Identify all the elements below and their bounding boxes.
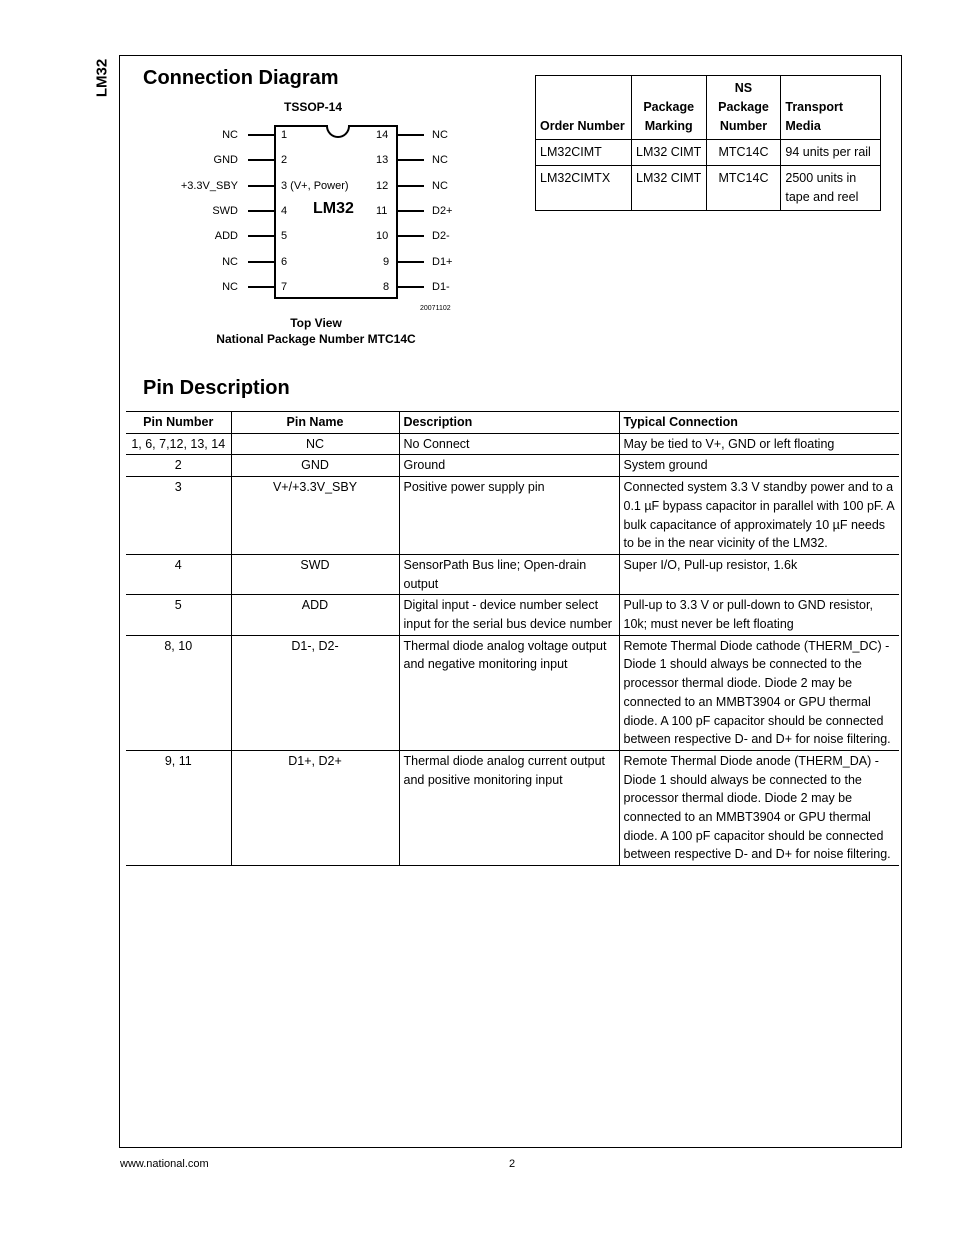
pin-label: NC — [432, 129, 448, 141]
pin-header-cell: Pin Name — [231, 412, 399, 434]
pin-label: D1- — [432, 281, 450, 293]
order-header-cell: Package Marking — [631, 76, 706, 140]
pin-name-cell: NC — [231, 433, 399, 455]
pin-description-cell: Digital input - device number select input for the serial bus device number — [399, 595, 619, 635]
pin-table-row — [126, 635, 899, 750]
pin-number: 10 — [376, 230, 389, 242]
pin-table-row — [126, 750, 899, 865]
pin-number: 1 — [281, 129, 288, 141]
chip-notch — [326, 125, 350, 138]
pin-lead — [248, 235, 274, 237]
pin-number-cell: 8, 10 — [126, 635, 231, 750]
package-title: TSSOP-14 — [284, 100, 343, 114]
pin-label: SWD — [212, 205, 238, 217]
pin-number: 13 — [376, 154, 389, 166]
pin-description-cell: Thermal diode analog current output and positive monitoring input — [399, 750, 619, 865]
pin-label: +3.3V_SBY — [180, 180, 238, 192]
pin-number: 6 — [281, 256, 288, 268]
pin-table-header — [126, 412, 899, 434]
pin-connection-cell: Remote Thermal Diode cathode (THERM_DC) - Diode 1 should always be connected to the processor thermal diode. Diode 2 may be connected to an MMBT3904 or GPU thermal diode. A 100 pF capacitor should be connected between respective D- and D+ for noise filtering. — [619, 635, 899, 750]
pin-header-cell: Pin Number — [126, 412, 231, 434]
side-part-label: LM32 — [93, 58, 111, 97]
pin-lead — [398, 210, 424, 212]
pin-number: 5 — [281, 230, 288, 242]
pin-number-cell: 9, 11 — [126, 750, 231, 865]
pin-description-cell: Thermal diode analog voltage output and negative monitoring input — [399, 635, 619, 750]
order-cell: 94 units per rail — [781, 140, 881, 166]
order-cell: LM32CIMTX — [536, 166, 632, 211]
pin-lead — [398, 134, 424, 136]
pin-label: D2+ — [432, 205, 453, 217]
pin-number: 3 (V+, Power) — [281, 180, 349, 192]
pin-label: NC — [222, 256, 238, 268]
pin-label: ADD — [214, 230, 238, 242]
pin-table-row — [126, 455, 899, 477]
order-cell: MTC14C — [706, 166, 781, 211]
pin-table-row — [126, 554, 899, 594]
order-header-cell: Transport Media — [781, 76, 881, 140]
order-header-cell: NS Package Number — [706, 76, 781, 140]
pin-label: NC — [432, 180, 448, 192]
pin-label: GND — [213, 154, 238, 166]
pin-connection-cell: Pull-up to 3.3 V or pull-down to GND resistor, 10k; must never be left floating — [619, 595, 899, 635]
pin-table-row — [126, 595, 899, 635]
pin-description-cell: Ground — [399, 455, 619, 477]
pin-lead — [248, 185, 274, 187]
pin-label: D1+ — [432, 256, 453, 268]
pin-connection-cell: Connected system 3.3 V standby power and to a 0.1 µF bypass capacitor in parallel with 100 pF. A bulk capacitance of approximately 10 µF needs to be in the near vicinity of the LM32. — [619, 477, 899, 555]
pin-name-cell: D1+, D2+ — [231, 750, 399, 865]
pin-description-cell: Positive power supply pin — [399, 477, 619, 555]
pin-label: NC — [222, 129, 238, 141]
order-table-header — [536, 76, 881, 140]
pin-header-cell: Description — [399, 412, 619, 434]
pin-name-cell: ADD — [231, 595, 399, 635]
connection-diagram-heading: Connection Diagram — [143, 67, 339, 89]
pin-description-cell: SensorPath Bus line; Open-drain output — [399, 554, 619, 594]
pin-description-heading: Pin Description — [143, 377, 290, 399]
pin-lead — [248, 286, 274, 288]
order-table — [535, 75, 881, 211]
diagram-caption-view: Top View — [290, 316, 342, 330]
order-cell: LM32 CIMT — [631, 166, 706, 211]
pin-table-row — [126, 433, 899, 455]
pin-table-row — [126, 477, 899, 555]
pin-header-cell: Typical Connection — [619, 412, 899, 434]
pin-number: 7 — [281, 281, 288, 293]
pin-name-cell: D1-, D2- — [231, 635, 399, 750]
order-header-cell: Order Number — [536, 76, 632, 140]
pin-lead — [398, 286, 424, 288]
order-cell: LM32 CIMT — [631, 140, 706, 166]
pin-name-cell: SWD — [231, 554, 399, 594]
pin-number: 2 — [281, 154, 288, 166]
pin-number: 12 — [376, 180, 389, 192]
pin-lead — [398, 235, 424, 237]
pin-number-cell: 4 — [126, 554, 231, 594]
pin-description-table — [126, 411, 899, 866]
pin-number: 4 — [281, 205, 288, 217]
pin-lead — [248, 159, 274, 161]
pin-number: 8 — [383, 281, 390, 293]
pin-lead — [398, 261, 424, 263]
order-table-row — [536, 166, 881, 211]
pin-lead — [248, 134, 274, 136]
pin-label: NC — [222, 281, 238, 293]
order-cell: MTC14C — [706, 140, 781, 166]
pin-lead — [248, 210, 274, 212]
figure-code: 20071102 — [420, 305, 451, 312]
pin-lead — [248, 261, 274, 263]
connection-diagram — [150, 95, 490, 350]
pin-number: 14 — [376, 129, 389, 141]
pin-number-cell: 2 — [126, 455, 231, 477]
pin-number-cell: 1, 6, 7,12, 13, 14 — [126, 433, 231, 455]
diagram-caption-package: National Package Number MTC14C — [216, 332, 416, 346]
pin-number: 9 — [383, 256, 390, 268]
pin-name-cell: GND — [231, 455, 399, 477]
pin-lead — [398, 159, 424, 161]
pin-lead — [398, 185, 424, 187]
pin-name-cell: V+/+3.3V_SBY — [231, 477, 399, 555]
order-table-row — [536, 140, 881, 166]
pin-connection-cell: System ground — [619, 455, 899, 477]
pin-connection-cell: May be tied to V+, GND or left floating — [619, 433, 899, 455]
pin-connection-cell: Remote Thermal Diode anode (THERM_DA) - Diode 1 should always be connected to the processor thermal diode. Diode 2 may be connected to an MMBT3904 or GPU thermal diode. A 100 pF capacitor should be connected between respective D- and D+ for noise filtering. — [619, 750, 899, 865]
pin-description-cell: No Connect — [399, 433, 619, 455]
pin-number-cell: 3 — [126, 477, 231, 555]
chip-name: LM32 — [313, 200, 354, 217]
order-cell: LM32CIMT — [536, 140, 632, 166]
order-cell: 2500 units in tape and reel — [781, 166, 881, 211]
pin-number: 11 — [376, 205, 388, 217]
pin-number-cell: 5 — [126, 595, 231, 635]
footer-page-number: 2 — [509, 1158, 516, 1170]
footer-url: www.national.com — [120, 1158, 209, 1170]
pin-label: NC — [432, 154, 448, 166]
pin-label: D2- — [432, 230, 450, 242]
side-part-tag — [92, 55, 112, 100]
pin-connection-cell: Super I/O, Pull-up resistor, 1.6k — [619, 554, 899, 594]
